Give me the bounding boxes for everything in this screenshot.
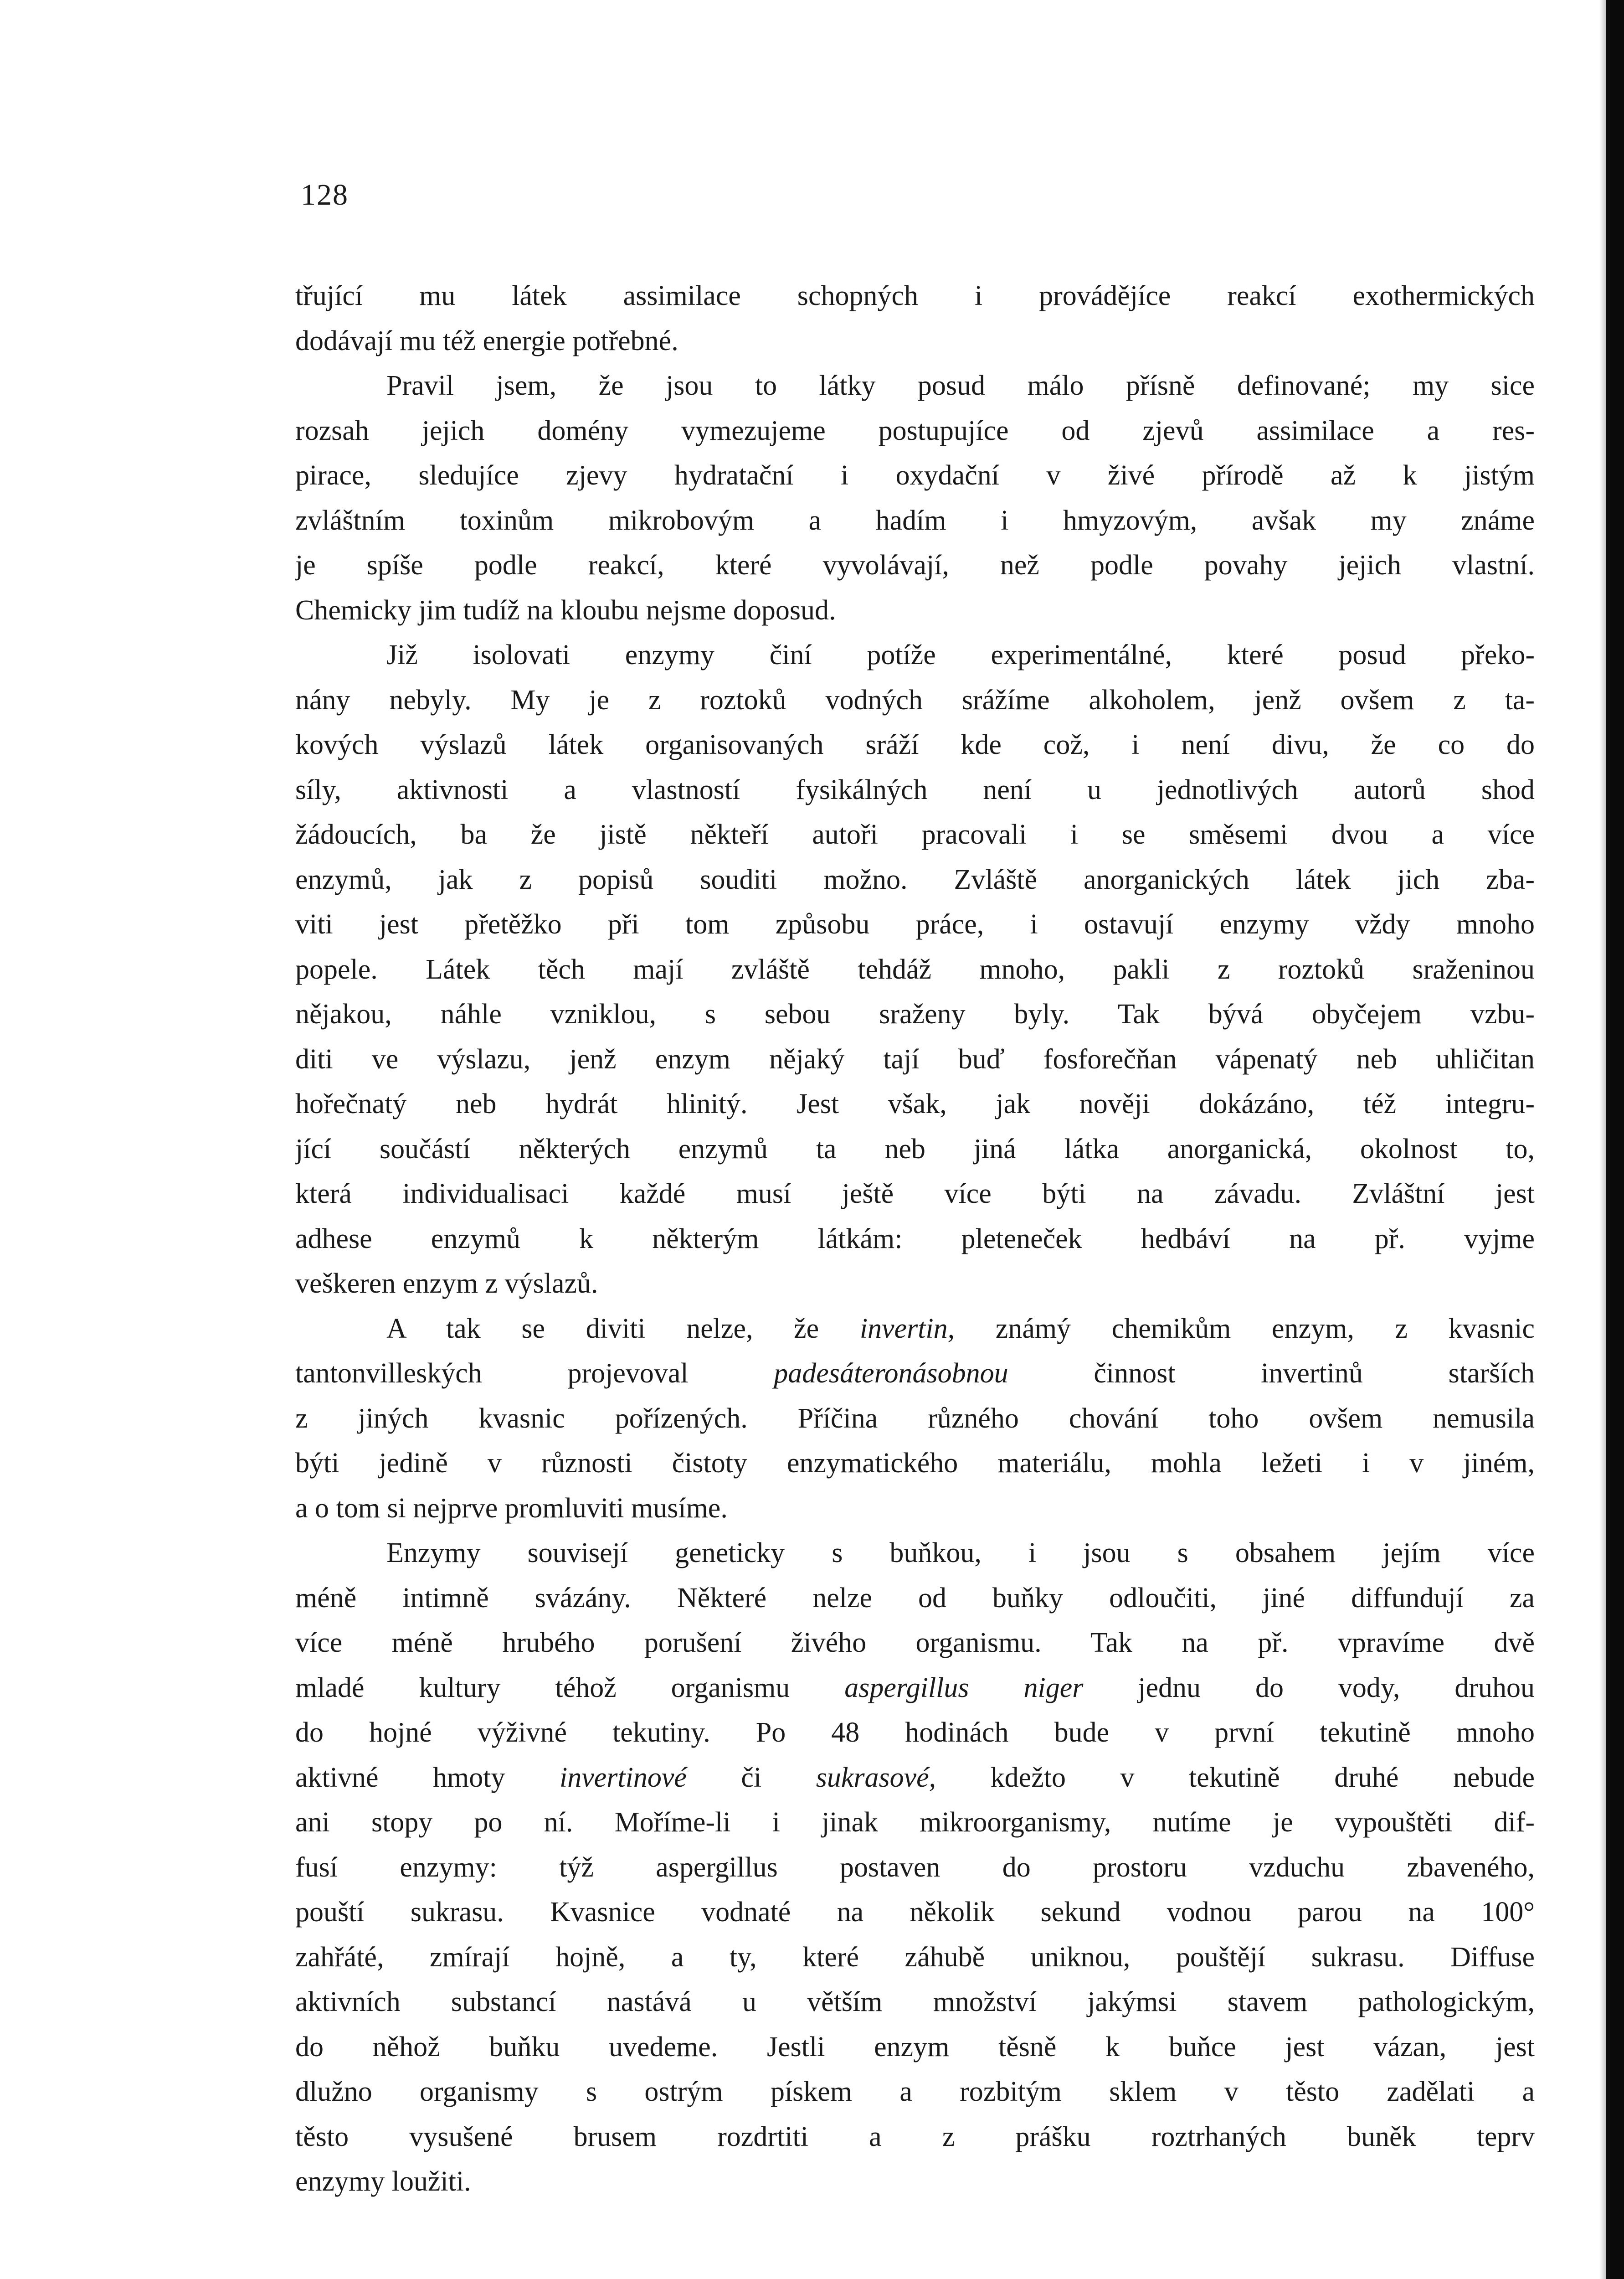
text-line <box>295 1935 1535 1980</box>
emphasized-term: invertinové <box>560 1762 687 1793</box>
scan-edge <box>1606 0 1624 2279</box>
text-segment: enzymů, jak z popisů souditi možno. Zvláště anorganických látek jich zba- <box>295 864 1535 895</box>
text-segment: Enzymy souvisejí geneticky s buňkou, i jsou s obsahem jejím více <box>386 1537 1535 1568</box>
text-segment: do něhož buňku uvedeme. Jestli enzym těsně k buňce jest vázan, jest <box>295 2031 1535 2062</box>
text-line <box>295 1037 1535 1082</box>
text-segment: rozsah jejich domény vymezujeme postupujíce od zjevů assimilace a res- <box>295 415 1535 446</box>
page-edge-shadow <box>1599 0 1606 2279</box>
text-segment: dodávají mu též energie potřebné. <box>295 325 678 356</box>
text-line <box>295 1800 1535 1845</box>
text-segment: zahřáté, zmírají hojně, a ty, které záhubě uniknou, pouštějí sukrasu. Diffuse <box>295 1941 1535 1973</box>
text-segment: nějakou, náhle vzniklou, s sebou sraženy byly. Tak bývá obyčejem vzbu- <box>295 999 1535 1030</box>
text-segment: jící součástí některých enzymů ta neb jiná látka anorganická, okolnost to, <box>295 1133 1535 1165</box>
text-line <box>295 453 1535 498</box>
text-line <box>295 1890 1535 1935</box>
text-line <box>295 1261 1535 1306</box>
text-segment: veškeren enzym z výslazů. <box>295 1268 598 1299</box>
text-line <box>295 722 1535 768</box>
text-segment: popele. Látek těch mají zvláště tehdáž mnoho, pakli z roztoků sraženinou <box>295 954 1535 985</box>
text-line <box>295 1306 1535 1351</box>
text-segment: ani stopy po ní. Moříme-li i jinak mikroorganismy, nutíme je vypouštěti dif- <box>295 1807 1535 1838</box>
text-segment: A tak se diviti nelze, že <box>386 1313 860 1344</box>
text-segment: která individualisaci každé musí ještě více býti na závadu. Zvláštní jest <box>295 1178 1535 1209</box>
text-line <box>295 1351 1535 1396</box>
text-segment: známý chemikům enzym, z kvasnic <box>955 1313 1535 1344</box>
text-segment: kových výslazů látek organisovaných sráží kde což, i není divu, že co do <box>295 729 1535 760</box>
text-line <box>295 768 1535 813</box>
text-line <box>295 1710 1535 1755</box>
text-segment: méně intimně svázány. Některé nelze od buňky odloučiti, jiné diffundují za <box>295 1582 1535 1614</box>
text-line <box>295 1980 1535 2025</box>
text-line <box>295 498 1535 543</box>
text-line <box>295 1171 1535 1217</box>
text-line <box>295 273 1535 319</box>
text-segment: aktivních substancí nastává u větším množství jakýmsi stavem pathologickým, <box>295 1986 1535 2017</box>
text-segment: zvláštním toxinům mikrobovým a hadím i hmyzovým, avšak my známe <box>295 505 1535 536</box>
text-line <box>295 992 1535 1037</box>
page-number: 128 <box>301 178 349 211</box>
emphasized-term: padesáteronásobnou <box>774 1358 1008 1389</box>
text-line <box>295 2025 1535 2070</box>
text-segment: býti jedině v různosti čistoty enzymatického materiálu, mohla ležeti i v jiném, <box>295 1448 1535 1479</box>
text-segment: Již isolovati enzymy činí potíže experimentálné, které posud překo- <box>386 639 1535 670</box>
text-segment: fusí enzymy: týž aspergillus postaven do prostoru vzduchu zbaveného, <box>295 1851 1535 1883</box>
text-line <box>295 2114 1535 2160</box>
text-line <box>295 1665 1535 1711</box>
text-segment: dlužno organismy s ostrým pískem a rozbitým sklem v těsto zadělati a <box>295 2076 1535 2107</box>
text-line <box>295 902 1535 947</box>
text-segment: do hojné výživné tekutiny. Po 48 hodinách bude v první tekutině mnoho <box>295 1717 1535 1748</box>
text-line <box>295 1486 1535 1531</box>
text-segment: nány nebyly. My je z roztoků vodných srážíme alkoholem, jenž ovšem z ta- <box>295 684 1535 716</box>
text-segment: více méně hrubého porušení živého organismu. Tak na př. vpravíme dvě <box>295 1627 1535 1658</box>
text-segment: hořečnatý neb hydrát hlinitý. Jest však, jak nověji dokázáno, též integru- <box>295 1088 1535 1119</box>
emphasized-term: sukrasové, <box>816 1762 936 1793</box>
text-line <box>295 812 1535 857</box>
text-line <box>295 1755 1535 1800</box>
emphasized-term: invertin, <box>859 1313 955 1344</box>
text-segment: kdežto v tekutině druhé nebude <box>936 1762 1535 1793</box>
text-segment: tantonvilleských projevoval <box>295 1358 774 1389</box>
text-segment: třující mu látek assimilace schopných i provádějíce reakcí exothermických <box>295 280 1535 311</box>
text-line <box>295 678 1535 723</box>
text-segment: síly, aktivnosti a vlastností fysikálných není u jednotlivých autorů shod <box>295 774 1535 805</box>
text-line <box>295 947 1535 992</box>
text-segment: jednu do vody, druhou <box>1083 1672 1535 1703</box>
emphasized-term: aspergillus niger <box>844 1672 1084 1703</box>
text-line <box>295 633 1535 678</box>
text-line <box>295 857 1535 902</box>
text-segment: pouští sukrasu. Kvasnice vodnaté na několik sekund vodnou parou na 100° <box>295 1897 1535 1928</box>
body-text <box>295 273 1535 2204</box>
text-line <box>295 1531 1535 1576</box>
text-segment: pirace, sledujíce zjevy hydratační i oxydační v živé přírodě až k jistým <box>295 460 1535 491</box>
text-segment: a o tom si nejprve promluviti musíme. <box>295 1492 728 1524</box>
text-segment: žádoucích, ba že jistě někteří autoři pracovali i se směsemi dvou a více <box>295 819 1535 850</box>
text-segment: činnost invertinů starších <box>1008 1358 1535 1389</box>
text-line <box>295 1576 1535 1621</box>
text-segment: adhese enzymů k některým látkám: pleteneček hedbáví na př. vyjme <box>295 1223 1535 1254</box>
text-line <box>295 543 1535 588</box>
text-line <box>295 1441 1535 1486</box>
text-line <box>295 1127 1535 1172</box>
text-line <box>295 2069 1535 2114</box>
text-line <box>295 319 1535 364</box>
text-segment: Pravil jsem, že jsou to látky posud málo přísně definované; my sice <box>386 370 1535 401</box>
text-line <box>295 1082 1535 1127</box>
text-segment: je spíše podle reakcí, které vyvolávají, než podle povahy jejich vlastní. <box>295 550 1535 581</box>
text-segment: mladé kultury téhož organismu <box>295 1672 845 1703</box>
text-line <box>295 2159 1535 2204</box>
text-line <box>295 363 1535 408</box>
text-line <box>295 1620 1535 1665</box>
text-line <box>295 408 1535 454</box>
text-line <box>295 1217 1535 1262</box>
text-line <box>295 588 1535 633</box>
text-segment: diti ve výslazu, jenž enzym nějaký tají buď fosforečňan vápenatý neb uhličitan <box>295 1043 1535 1075</box>
text-segment: těsto vysušené brusem rozdrtiti a z prášku roztrhaných buněk teprv <box>295 2121 1535 2152</box>
text-segment: Chemicky jim tudíž na kloubu nejsme doposud. <box>295 594 836 626</box>
text-segment: viti jest přetěžko při tom způsobu práce, i ostavují enzymy vždy mnoho <box>295 909 1535 940</box>
text-line <box>295 1845 1535 1890</box>
text-segment: enzymy loužiti. <box>295 2166 471 2197</box>
text-line <box>295 1396 1535 1441</box>
text-segment: či <box>686 1762 816 1793</box>
text-segment: z jiných kvasnic pořízených. Příčina různého chování toho ovšem nemusila <box>295 1402 1535 1434</box>
text-segment: aktivné hmoty <box>295 1762 560 1793</box>
